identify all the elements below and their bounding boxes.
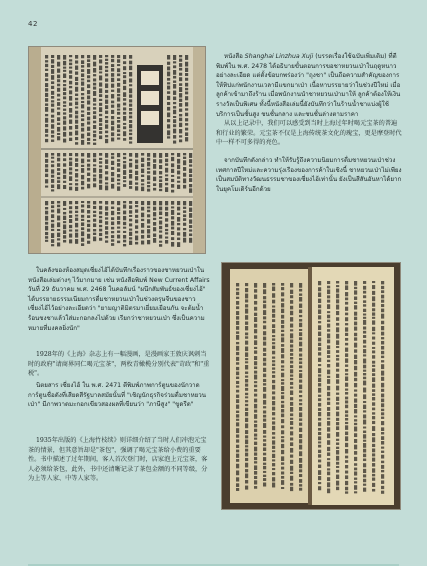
thai-paragraph-1928: นิตยสาร เซี่ยงไฮ้ ใน พ.ศ. 2471 ตีพิมพ์ภาพการ์ตูนของนักวาดการ์ตูนชื่อดังที่เสียดสีรัฐบาลสมัยนั้นที่ "เชิญนักธุรกิจร่วมดื่มชาหยวนเป่า" มีภาพวาดมะกอกเขียวสองผลที่เขียนว่า "ภาษีสูง" "ขูดรีด" bbox=[28, 382, 206, 409]
shanghai-rest-text: (บรรดเรื่องใช้ฉบับเพิ่มเติม) ที่ตีพิมพ์ใน พ.ศ. 2478 ได้อธิบายขั้นตอนการขอชาหยวนเป่าในฤดูหนาวอย่างละเอียด แต่ตั้งข้อบกพร่องว่า "ถุงชา" เป็นถือความสำคัญของการให้ทิปแก่พนักงานเวลามีแขกมาเป่า เนื้อหาบรรยายว่าในช่วงปีใหม่ เมื่อลูกค้าเข้ามาถึงร้าน เมื่อพนักงานนำชาหยวนเป่ามาให้ ลูกค้าต้องให้เงินรางวัลเป็นพิเศษ ทั้งนี้หนังสือเล่มนี้ยังบันทึกว่าในร้านน้ำชาแบ่งผู้ใช้บริการเป็นชั้นสูง ชนชั้นกลาง และชนชั้นล่างตามราคา bbox=[216, 53, 401, 118]
shanghai-lead-text: หนังสือ bbox=[224, 53, 245, 60]
historical-newspaper-photo bbox=[28, 46, 206, 254]
chinese-paragraph-1: 从以上记录中，我们可以感受到当时上海过年时喝元宝茶的普遍和行业的繁荣。元宝茶不仅是上海传统茶文化的瑰宝，更是摩登时代中一样不可多得的亮色。 bbox=[216, 120, 402, 147]
old-book-page-photo bbox=[221, 262, 401, 510]
library-paragraph: ในคลังของห้องสมุดเซี่ยงไฮ้ได้บันทึกเรื่องราวของชาหยวนเป่าในหนังสือเล่มต่างๆ ไว้มากมาย เช่น หนังสือพิมพ์ New Current Affairs วันที่ 29 ธันวาคม พ.ศ. 2468 ในคอลัมน์ "ผนึกสัมพันธ์ของเซี่ยงไฮ้" ได้บรรยายธรรมเนียมการดื่มชาหยวนเป่าในช่วงตรุษจีนของชาวเซี่ยงไฮ้ไว้อย่างละเอียดว่า "ยามญาติมิตรมาเยี่ยมเยือนกัน จะต้มน้ำร้อนชงชาแล้วใส่มะกอกลงไปด้วย เรียกว่าชาหยวนเป่า ซึ่งเป็นความหมายที่มงคลยิ่งนัก" bbox=[28, 267, 210, 332]
page-number: 42 bbox=[28, 20, 38, 28]
chinese-paragraph-1928: 1928年的《上海》杂志上有一幅漫画，是漫画家王敦庆讽刺当时的政府"请商界同仁喝元宝茶"，两枚青橄榄分别代表"苛政"和"重税"。 bbox=[28, 351, 210, 378]
shanghai-linzhua-paragraph bbox=[216, 52, 402, 119]
chinese-paragraph-1935: 1935年出版的《上海竹枝续》则详细介绍了当时人们冲泡元宝茶的情景，但其意旨却是"茶包"，强调了喝元宝茶给小费的重要性。书中描述了过年期间，客人首次登门时，店家泡上元宝茶，客人必须给茶包，此外，书中还清晰记录了茶包金额的不同等级，分为上等人家、中等人家等。 bbox=[28, 437, 208, 483]
book-pages-illustration bbox=[222, 263, 400, 509]
newspaper-columns-illustration bbox=[29, 47, 205, 253]
book-title: Shanghai Linzhua Xuji bbox=[244, 53, 314, 60]
thai-paragraph-2: จากบันทึกดังกล่าว ทำให้รับรู้ถึงความนิยมการดื่มชาหยวนเป่าช่วงเทศกาลปีใหม่และความรุ่งเรืองของการค้าในเชิงนี้ ชาหยวนเป่าไม่เพียงเป็นสมบัติทางวัฒนธรรมชาของเซี่ยงไฮ้เท่านั้น ยังเป็นสีสันอันหาได้ยากในยุคโมเดิร์นอีกด้วย bbox=[216, 157, 402, 193]
